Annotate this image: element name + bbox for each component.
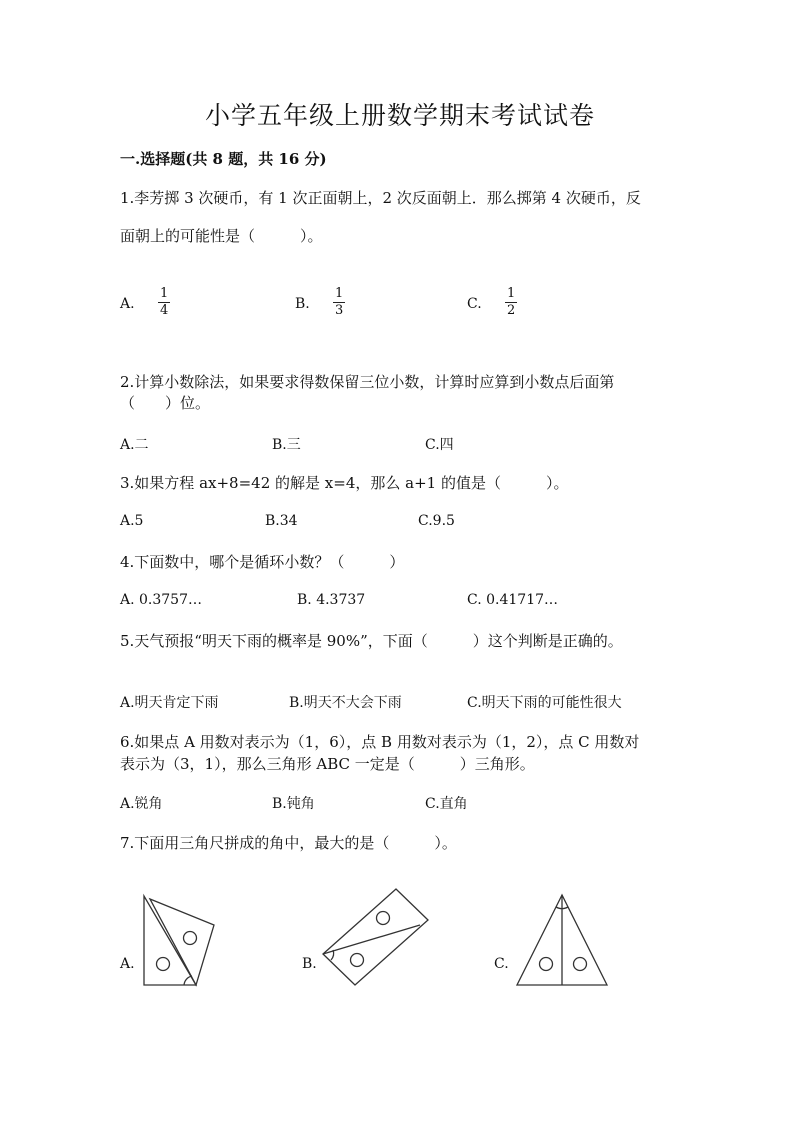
question-1-line-2: 面朝上的可能性是（ ）。 xyxy=(120,227,323,245)
question-6-line-2: 表示为（3，1），那么三角形 ABC 一定是（ ）三角形。 xyxy=(120,755,535,773)
option-c[interactable]: C. 0.41717… xyxy=(467,592,559,608)
option-b[interactable]: B.明天不大会下雨 xyxy=(289,695,402,711)
option-a[interactable]: A.5 xyxy=(120,513,144,529)
figure-a-set-squares xyxy=(144,896,214,985)
option-label: C. xyxy=(467,296,482,312)
figure-a-circle-1 xyxy=(157,958,170,971)
figure-c-circle-1 xyxy=(540,958,553,971)
option-a[interactable]: A.锐角 xyxy=(120,796,163,812)
option-label: A. xyxy=(120,296,135,312)
figure-b-circle-1 xyxy=(377,912,390,925)
option-b[interactable]: B.三 xyxy=(272,437,301,453)
fraction-numerator: 1 xyxy=(507,286,516,301)
question-5-line-1: 5.天气预报“明天下雨的概率是 90%”，下面（ ）这个判断是正确的。 xyxy=(120,632,623,650)
option-b[interactable]: B.钝角 xyxy=(272,796,315,812)
option-c[interactable]: C.9.5 xyxy=(418,513,455,529)
option-c[interactable]: C.直角 xyxy=(425,796,468,812)
option-a[interactable]: A.二 xyxy=(120,437,149,453)
option-a[interactable]: A.明天肯定下雨 xyxy=(120,695,219,711)
fraction-denominator: 4 xyxy=(160,303,169,318)
question-4-line-1: 4.下面数中，哪个是循环小数？（ ） xyxy=(120,553,405,571)
option-b[interactable]: B. 4.3737 xyxy=(297,592,366,608)
option-label: B. xyxy=(295,296,310,312)
figure-b-set-squares xyxy=(323,889,428,985)
figure-b-circle-2 xyxy=(351,954,364,967)
option-b[interactable]: B. xyxy=(302,956,317,972)
question-2-line-2: （ ）位。 xyxy=(120,394,211,412)
fraction-denominator: 3 xyxy=(335,303,344,318)
question-3-line-1: 3.如果方程 ax+8=42 的解是 x=4，那么 a+1 的值是（ ）。 xyxy=(120,474,569,492)
question-6-line-1: 6.如果点 A 用数对表示为（1，6），点 B 用数对表示为（1，2），点 C 用数对 xyxy=(120,733,640,751)
option-c[interactable]: C.明天下雨的可能性很大 xyxy=(467,695,622,711)
section-heading: 一.选择题(共 8 题，共 16 分) xyxy=(120,150,327,168)
question-7-line-1: 7.下面用三角尺拼成的角中，最大的是（ ）。 xyxy=(120,834,457,852)
question-1-line-1: 1.李芳掷 3 次硬币，有 1 次正面朝上，2 次反面朝上．那么掷第 4 次硬币，反 xyxy=(120,189,641,207)
figure-b-rectangle xyxy=(323,889,428,985)
question-2-line-1: 2.计算小数除法，如果要求得数保留三位小数，计算时应算到小数点后面第 xyxy=(120,373,615,391)
option-c[interactable]: C. xyxy=(494,956,509,972)
figure-c-set-squares xyxy=(517,895,607,985)
option-b[interactable]: B.34 xyxy=(265,513,298,529)
figure-c-circle-2 xyxy=(574,958,587,971)
option-a[interactable]: A. 0.3757… xyxy=(120,592,202,608)
figure-a-triangle-2 xyxy=(150,899,214,985)
fraction-denominator: 2 xyxy=(507,303,516,318)
fraction-numerator: 1 xyxy=(335,286,344,301)
option-c[interactable]: C.四 xyxy=(425,437,454,453)
page-title: 小学五年级上册数学期末考试试卷 xyxy=(204,101,595,130)
option-a[interactable]: A. xyxy=(120,956,135,972)
figure-a-circle-2 xyxy=(184,932,197,945)
fraction-numerator: 1 xyxy=(160,286,169,301)
